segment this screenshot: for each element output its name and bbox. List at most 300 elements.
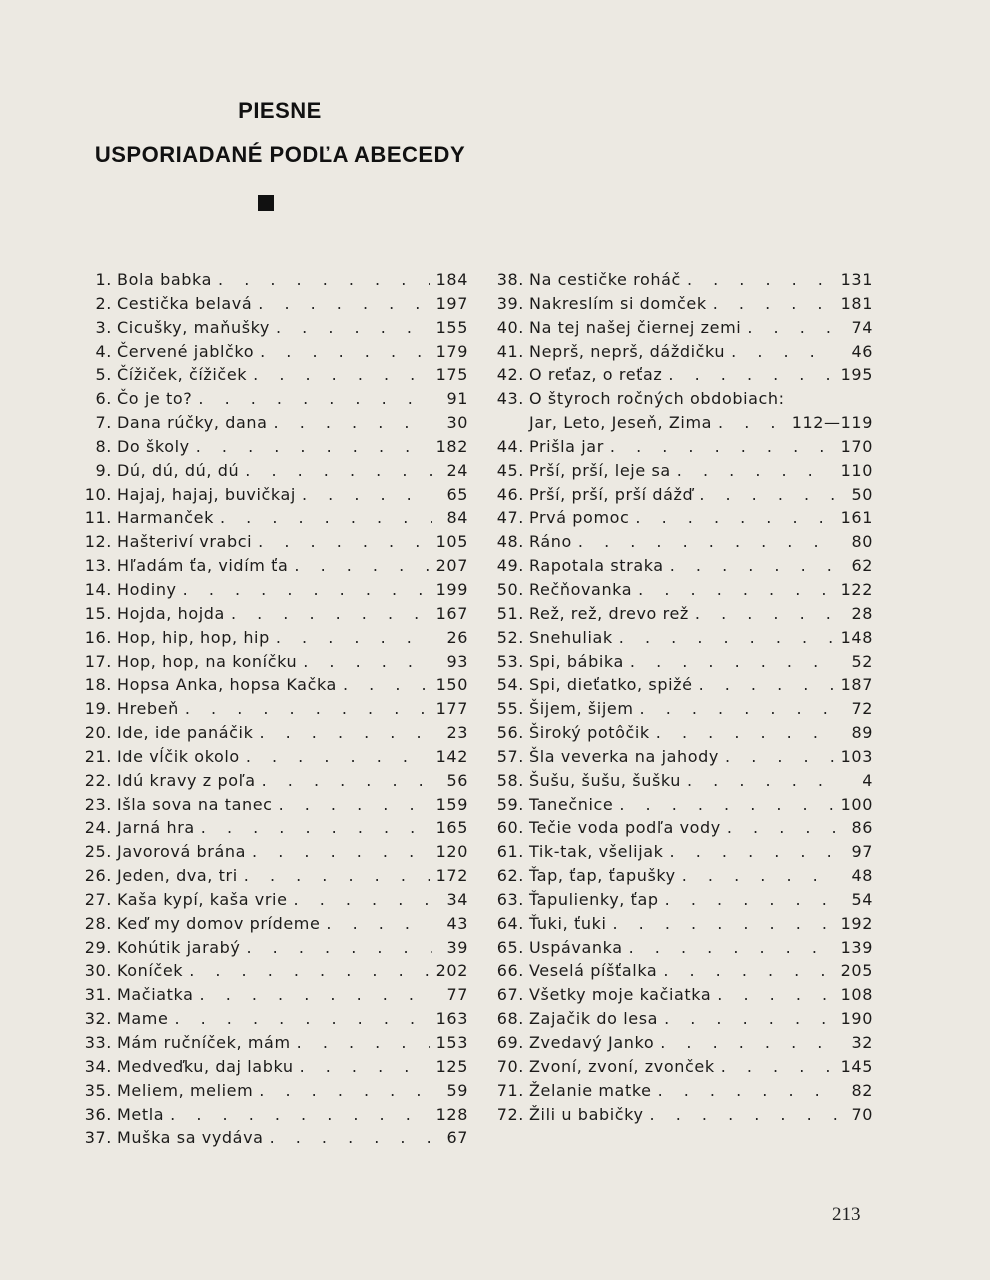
entry-title: Spi, dieťatko, spižé: [529, 675, 693, 695]
entry-title: Cicušky, maňušky: [117, 317, 270, 337]
leader-dots: [201, 816, 430, 840]
entry-title: Harmanček: [117, 508, 214, 528]
entry-page: 177: [435, 699, 468, 719]
entry-title: Nakreslím si domček: [529, 293, 707, 313]
entry-page: 159: [435, 794, 468, 814]
index-entry: [488, 602, 873, 626]
index-entry: [488, 793, 873, 817]
index-entry: [78, 769, 468, 793]
index-entry: [78, 554, 468, 578]
entry-title: Prišla jar: [529, 436, 604, 456]
entry-number: 71.: [496, 1080, 524, 1100]
entry-title: Ťapulienky, ťap: [529, 889, 659, 909]
entry-number: 39.: [496, 293, 524, 313]
entry-page: 165: [435, 818, 468, 838]
entry-page: 195: [840, 365, 873, 385]
index-entry: [78, 626, 468, 650]
index-entry: [78, 793, 468, 817]
entry-page: 190: [840, 1009, 873, 1029]
entry-page: 52: [851, 651, 873, 671]
entry-page: 67: [446, 1128, 468, 1148]
entry-title: Hľadám ťa, vidím ťa: [117, 556, 289, 576]
entry-title: Na tej našej čiernej zemi: [529, 317, 742, 337]
entry-page: 4: [862, 770, 873, 790]
entry-number: 65.: [496, 937, 524, 957]
entry-title: Jeden, dva, tri: [117, 866, 238, 886]
index-entry: [488, 983, 873, 1007]
leader-dots: [630, 650, 837, 674]
entry-number: 21.: [84, 746, 112, 766]
entry-page: 91: [446, 389, 468, 409]
entry-number: 66.: [496, 961, 524, 981]
entry-page: 46: [851, 341, 873, 361]
entry-number: 53.: [496, 651, 524, 671]
entry-page: 112—119: [791, 413, 873, 433]
entry-page: 26: [446, 627, 468, 647]
leader-dots: [699, 673, 835, 697]
entry-page: 103: [840, 746, 873, 766]
leader-dots: [687, 268, 835, 292]
entry-title: Želanie matke: [529, 1080, 652, 1100]
leader-dots: [687, 769, 837, 793]
index-entry: [488, 459, 873, 483]
leader-dots: [343, 673, 430, 697]
index-entry: [78, 650, 468, 674]
entry-title: Hašteriví vrabci: [117, 532, 253, 552]
leader-dots: [747, 316, 837, 340]
entry-number: 41.: [496, 341, 524, 361]
entry-title: Zvedavý Janko: [529, 1033, 655, 1052]
entry-title: Mám ručníček, mám: [117, 1033, 291, 1052]
entry-number: 17.: [84, 651, 112, 671]
index-entry: [488, 268, 873, 292]
square-bullet-icon: [258, 195, 274, 211]
entry-title: Jar, Leto, Jeseň, Zima: [529, 413, 713, 433]
index-entry: [78, 268, 468, 292]
entry-number: 22.: [84, 770, 112, 790]
entry-page: 139: [840, 937, 873, 957]
entry-title: Hopsa Anka, hopsa Kačka: [117, 675, 337, 695]
entry-page: 39: [446, 937, 468, 957]
leader-dots: [170, 1103, 429, 1127]
leader-dots: [640, 697, 837, 721]
leader-dots: [294, 554, 429, 578]
entry-title: Prší, prší, prší dážď: [529, 484, 694, 504]
entry-number: 11.: [84, 508, 112, 528]
leader-dots: [297, 1031, 430, 1055]
entry-page: 199: [435, 579, 468, 599]
entry-page: 172: [435, 866, 468, 886]
entry-title: Rapotala straka: [529, 556, 664, 576]
leader-dots: [220, 506, 432, 530]
leader-dots: [650, 1103, 837, 1127]
index-entry: [488, 959, 873, 983]
entry-number: 69.: [496, 1033, 524, 1052]
entry-page: 131: [840, 270, 873, 289]
leader-dots: [718, 411, 786, 435]
leader-dots: [262, 769, 432, 793]
entry-page: 167: [435, 603, 468, 623]
entry-page: 155: [435, 317, 468, 337]
entry-number: 10.: [84, 484, 112, 504]
leader-dots: [658, 1079, 837, 1103]
entry-title: Uspávanka: [529, 937, 623, 957]
entry-page: 74: [851, 317, 873, 337]
index-entry: [78, 1103, 468, 1127]
index-entry: [78, 864, 468, 888]
entry-number: 48.: [496, 532, 524, 552]
entry-title: Zvoní, zvoní, zvonček: [529, 1056, 715, 1076]
entry-title: Keď my domov prídeme: [117, 913, 321, 933]
leader-dots: [663, 959, 834, 983]
index-entry: [488, 1055, 873, 1079]
index-entry: [488, 316, 873, 340]
leader-dots: [258, 530, 429, 554]
entry-number: 20.: [84, 723, 112, 743]
index-entry: [78, 959, 468, 983]
index-entry: [488, 363, 873, 387]
entry-page: 28: [851, 603, 873, 623]
entry-page: 82: [851, 1080, 873, 1100]
entry-page: 192: [840, 913, 873, 933]
entry-page: 120: [435, 842, 468, 862]
entry-number: 50.: [496, 579, 524, 599]
entry-page: 148: [840, 627, 873, 647]
entry-title: Dú, dú, dú, dú: [117, 460, 240, 480]
leader-dots: [725, 745, 835, 769]
page-number: 213: [832, 1204, 861, 1225]
entry-number: 59.: [496, 794, 524, 814]
leader-dots: [198, 387, 432, 411]
leader-dots: [189, 959, 429, 983]
entry-number: 68.: [496, 1009, 524, 1029]
index-entry: [488, 506, 873, 530]
entry-page: 105: [435, 532, 468, 552]
index-entry: [488, 411, 873, 435]
leader-dots: [279, 793, 430, 817]
entry-title: Ráno: [529, 532, 572, 552]
leader-dots: [613, 912, 835, 936]
entry-title: Meliem, meliem: [117, 1080, 254, 1100]
entry-title: Idú kravy z poľa: [117, 770, 256, 790]
page-title: PIESNE: [238, 98, 322, 123]
index-entry: [78, 888, 468, 912]
entry-number: 45.: [496, 460, 524, 480]
entry-title: Bola babka: [117, 270, 213, 289]
index-entry: [78, 578, 468, 602]
index-entry: [78, 697, 468, 721]
leader-dots: [326, 912, 432, 936]
entry-title: Na cestičke roháč: [529, 270, 681, 289]
entry-page: 50: [851, 484, 873, 504]
entry-title: Snehuliak: [529, 627, 613, 647]
entry-number: 18.: [84, 675, 112, 695]
entry-title: Hodiny: [117, 579, 177, 599]
entry-number: 12.: [84, 532, 112, 552]
index-entry: [78, 721, 468, 745]
entry-number: 47.: [496, 508, 524, 528]
entry-number: 36.: [84, 1104, 112, 1124]
entry-page: 59: [446, 1080, 468, 1100]
entry-number: 16.: [84, 627, 112, 647]
index-entry: [488, 673, 873, 697]
index-entry: [78, 459, 468, 483]
entry-page: 70: [851, 1104, 873, 1124]
entry-page: 125: [435, 1056, 468, 1076]
entry-page: 43: [446, 913, 468, 933]
leader-dots: [185, 697, 430, 721]
entry-page: 128: [435, 1104, 468, 1124]
index-entry: [488, 530, 873, 554]
leader-dots: [721, 1055, 835, 1079]
entry-page: 182: [435, 436, 468, 456]
entry-title: Hojda, hojda: [117, 603, 225, 623]
leader-dots: [619, 793, 834, 817]
entry-title: Zajačik do lesa: [529, 1009, 659, 1029]
entry-page: 205: [840, 961, 873, 981]
entry-page: 97: [851, 842, 873, 862]
entry-number: 8.: [95, 436, 112, 456]
entry-title: Jarná hra: [117, 818, 195, 838]
entry-title: Išla sova na tanec: [117, 794, 273, 814]
index-entry: [78, 363, 468, 387]
entry-number: 19.: [84, 699, 112, 719]
leader-dots: [695, 602, 837, 626]
entry-page: 89: [851, 723, 873, 743]
leader-dots: [270, 1126, 432, 1150]
entry-page: 179: [435, 341, 468, 361]
index-column-right: [488, 268, 873, 1126]
index-entry: [78, 340, 468, 364]
entry-number: 13.: [84, 556, 112, 576]
entry-number: 40.: [496, 317, 524, 337]
entry-number: 46.: [496, 484, 524, 504]
entry-number: 44.: [496, 436, 524, 456]
page-subtitle: USPORIADANÉ PODĽA ABECEDY: [94, 142, 466, 167]
entry-page: 80: [851, 532, 873, 552]
index-entry: [488, 912, 873, 936]
entry-number: 49.: [496, 556, 524, 576]
entry-page: 145: [840, 1056, 873, 1076]
entry-page: 175: [435, 365, 468, 385]
index-entry: [488, 1031, 873, 1055]
entry-number: 33.: [84, 1033, 112, 1052]
entry-number: 26.: [84, 866, 112, 886]
index-entry: [78, 1031, 468, 1055]
index-entry: [78, 745, 468, 769]
entry-number: 51.: [496, 603, 524, 623]
entry-title: Do školy: [117, 436, 190, 456]
entry-number: 57.: [496, 746, 524, 766]
entry-number: 4.: [95, 341, 112, 361]
entry-page: 110: [840, 460, 873, 480]
leader-dots: [682, 864, 837, 888]
leader-dots: [665, 888, 837, 912]
entry-number: 42.: [496, 365, 524, 385]
entry-title: Hop, hop, na koníčku: [117, 651, 298, 671]
entry-page: 34: [446, 889, 468, 909]
leader-dots: [713, 292, 835, 316]
entry-title: Hajaj, hajaj, buvičkaj: [117, 484, 296, 504]
entry-page: 181: [840, 293, 873, 313]
index-entry: [78, 1126, 468, 1150]
entry-title: Tanečnice: [529, 794, 614, 814]
entry-number: 14.: [84, 579, 112, 599]
index-entry: [488, 936, 873, 960]
leader-dots: [610, 435, 835, 459]
entry-number: 54.: [496, 675, 524, 695]
index-entry: [78, 530, 468, 554]
entry-title: Šušu, šušu, šušku: [529, 770, 681, 790]
entry-title: Prší, prší, leje sa: [529, 460, 671, 480]
leader-dots: [183, 578, 430, 602]
entry-number: 67.: [496, 985, 524, 1005]
entry-page: 108: [840, 985, 873, 1005]
leader-dots: [638, 578, 834, 602]
entry-title: Ide vĺčik okolo: [117, 746, 240, 766]
entry-title: O štyroch ročných obdobiach:: [529, 389, 785, 409]
index-entry: [488, 1103, 873, 1127]
entry-number: 34.: [84, 1056, 112, 1076]
leader-dots: [260, 340, 430, 364]
index-entry: [488, 554, 873, 578]
index-entry: [78, 936, 468, 960]
entry-page: 150: [435, 675, 468, 695]
leader-dots: [245, 459, 432, 483]
entry-page: 54: [851, 889, 873, 909]
index-entry: [78, 602, 468, 626]
entry-number: 37.: [84, 1128, 112, 1148]
entry-title: Tečie voda podľa vody: [529, 818, 721, 838]
leader-dots: [670, 554, 837, 578]
leader-dots: [174, 1007, 429, 1031]
entry-title: Hop, hip, hop, hip: [117, 627, 270, 647]
leader-dots: [656, 721, 837, 745]
entry-page: 207: [435, 556, 468, 576]
leader-dots: [258, 292, 429, 316]
entry-number: 30.: [84, 961, 112, 981]
entry-number: 70.: [496, 1056, 524, 1076]
leader-dots: [276, 626, 432, 650]
entry-number: 27.: [84, 889, 112, 909]
entry-number: 62.: [496, 866, 524, 886]
leader-dots: [246, 745, 430, 769]
entry-number: 15.: [84, 603, 112, 623]
index-entry: [78, 435, 468, 459]
entry-page: 197: [435, 293, 468, 313]
entry-number: 55.: [496, 699, 524, 719]
entry-page: 184: [435, 270, 468, 289]
entry-number: 5.: [95, 365, 112, 385]
entry-page: 56: [446, 770, 468, 790]
index-entry: [78, 816, 468, 840]
index-entry: [488, 1007, 873, 1031]
entry-number: 25.: [84, 842, 112, 862]
leader-dots: [303, 650, 432, 674]
entry-page: 100: [840, 794, 873, 814]
entry-title: Muška sa vydáva: [117, 1128, 264, 1148]
index-entry: [488, 1079, 873, 1103]
leader-dots: [668, 363, 834, 387]
entry-title: Javorová brána: [117, 842, 247, 862]
index-entry: [488, 340, 873, 364]
entry-title: Prvá pomoc: [529, 508, 630, 528]
index-entry: [488, 745, 873, 769]
entry-title: Všetky moje kačiatka: [529, 985, 712, 1005]
index-entry: [78, 673, 468, 697]
entry-number: 56.: [496, 723, 524, 743]
leader-dots: [218, 268, 430, 292]
entry-number: 61.: [496, 842, 524, 862]
entry-title: Hrebeň: [117, 699, 179, 719]
entry-number: 3.: [95, 317, 112, 337]
entry-number: 24.: [84, 818, 112, 838]
leader-dots: [302, 483, 432, 507]
entry-title: Rež, rež, drevo rež: [529, 603, 689, 623]
entry-title: Ide, ide panáčik: [117, 723, 254, 743]
index-entry: [488, 864, 873, 888]
entry-page: 32: [851, 1033, 873, 1052]
entry-title: Tik-tak, všelijak: [529, 842, 664, 862]
leader-dots: [252, 840, 430, 864]
index-entry: [488, 650, 873, 674]
entry-number: 35.: [84, 1080, 112, 1100]
leader-dots: [253, 363, 430, 387]
index-entry: [488, 697, 873, 721]
entry-title: O reťaz, o reťaz: [529, 365, 663, 385]
index-entry: [488, 888, 873, 912]
entry-page: 161: [840, 508, 873, 528]
leader-dots: [274, 411, 432, 435]
entry-number: 9.: [95, 460, 112, 480]
entry-title: Metla: [117, 1104, 165, 1124]
leader-dots: [578, 530, 837, 554]
entry-number: 23.: [84, 794, 112, 814]
index-entry: [78, 387, 468, 411]
leader-dots: [731, 340, 837, 364]
index-entry: [488, 578, 873, 602]
leader-dots: [276, 316, 430, 340]
entry-number: 1.: [95, 270, 112, 289]
leader-dots: [259, 721, 432, 745]
leader-dots: [231, 602, 430, 626]
index-entry: [78, 1007, 468, 1031]
entry-page: 187: [840, 675, 873, 695]
entry-page: 77: [446, 985, 468, 1005]
entry-title: Ťuki, ťuki: [529, 913, 607, 933]
index-entry: [488, 816, 873, 840]
leader-dots: [670, 840, 837, 864]
entry-page: 24: [446, 460, 468, 480]
entry-title: Šla veverka na jahody: [529, 746, 720, 766]
leader-dots: [244, 864, 430, 888]
entry-number: 6.: [95, 389, 112, 409]
leader-dots: [664, 1007, 835, 1031]
leader-dots: [717, 983, 834, 1007]
entry-title: Mame: [117, 1009, 169, 1029]
entry-page: 72: [851, 699, 873, 719]
entry-number: 31.: [84, 985, 112, 1005]
entry-title: Červené jablčko: [117, 341, 255, 361]
index-entry: [488, 435, 873, 459]
entry-title: Cestička belavá: [117, 293, 253, 313]
index-entry: [78, 292, 468, 316]
entry-title: Dana rúčky, dana: [117, 413, 268, 433]
index-column-left: [78, 268, 468, 1150]
index-entry: [78, 483, 468, 507]
entry-title: Spi, bábika: [529, 651, 624, 671]
entry-number: 7.: [95, 413, 112, 433]
